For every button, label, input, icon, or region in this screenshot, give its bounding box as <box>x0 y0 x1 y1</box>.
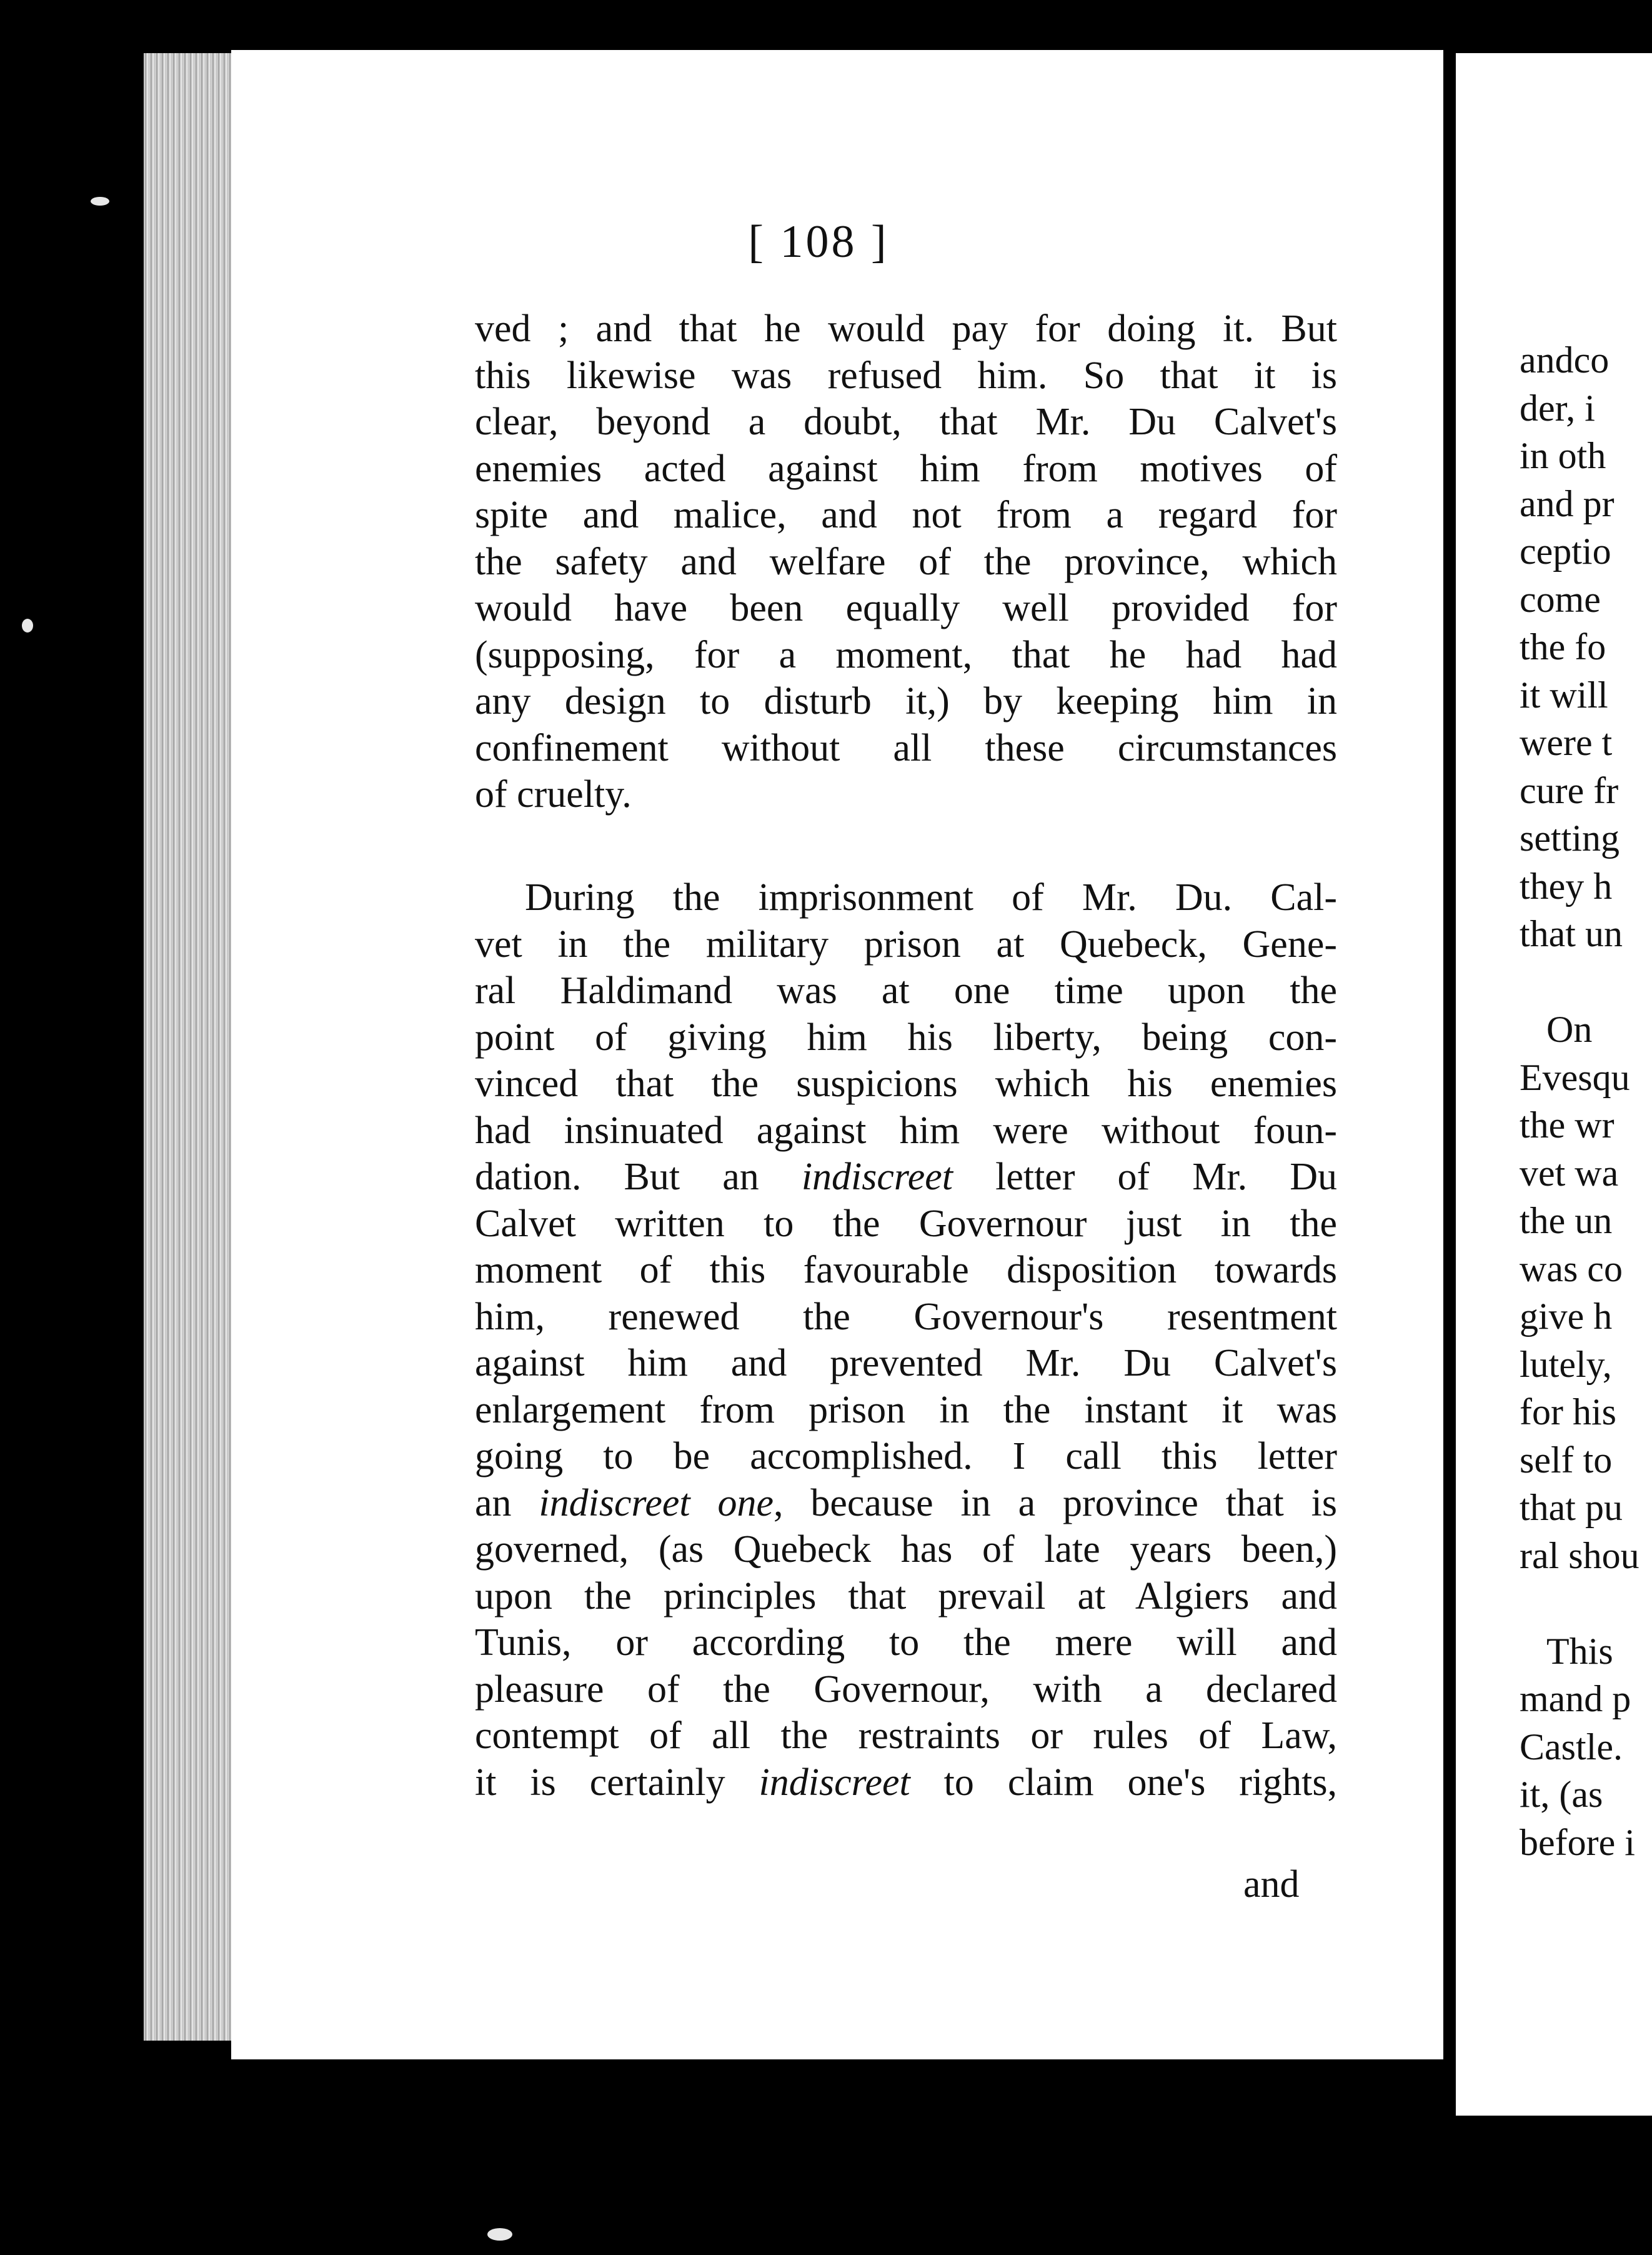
catchword: and <box>1243 1863 1300 1906</box>
dust-speck <box>22 619 33 632</box>
dust-speck <box>91 197 109 206</box>
text-line: enemies acted against him from motives of <box>475 447 1337 490</box>
text-line: upon the principles that prevail at Algiers and <box>475 1574 1337 1618</box>
right-page-line: self to <box>1520 1439 1613 1481</box>
right-page-line: andco <box>1520 339 1610 381</box>
right-page-line: This <box>1546 1630 1613 1672</box>
text-line: going to be accomplished. I call this letter <box>475 1435 1337 1478</box>
right-page-line: the fo <box>1520 626 1606 668</box>
right-page-line: the un <box>1520 1200 1613 1241</box>
book-page-edges <box>144 53 231 2041</box>
text-line: him, renewed the Governour's resentment <box>475 1295 1337 1338</box>
text-line: it is certainly indiscreet to claim one's rights, <box>475 1761 1337 1804</box>
right-page-line: setting <box>1520 818 1620 859</box>
right-page-line: Castle. <box>1520 1726 1623 1768</box>
right-page-line: that un <box>1520 913 1623 954</box>
right-page-line: it, (as <box>1520 1774 1603 1815</box>
text-line: (supposing, for a moment, that he had had <box>475 633 1337 676</box>
text-line: During the imprisonment of Mr. Du. Cal- <box>525 876 1337 919</box>
text-line: pleasure of the Governour, with a declared <box>475 1668 1337 1711</box>
text-line: vet in the military prison at Quebeck, Gene- <box>475 922 1337 966</box>
text-line: contempt of all the restraints or rules of Law, <box>475 1714 1337 1757</box>
right-page-line: give h <box>1520 1296 1613 1337</box>
right-page-line: come <box>1520 578 1601 620</box>
text-line: vinced that the suspicions which his enemies <box>475 1062 1337 1105</box>
text-line: would have been equally well provided for <box>475 587 1337 629</box>
dust-speck <box>487 2228 512 2241</box>
right-page-line: cure fr <box>1520 769 1619 811</box>
text-line: clear, beyond a doubt, that Mr. Du Calvet's <box>475 401 1337 443</box>
right-page-line: lutely, <box>1520 1343 1612 1385</box>
text-line: enlargement from prison in the instant it was <box>475 1388 1337 1431</box>
right-page-line: der, i <box>1520 387 1595 429</box>
text-line: moment of this favourable disposition towards <box>475 1249 1337 1291</box>
right-page-line: in oth <box>1520 435 1606 476</box>
text-line: Calvet written to the Governour just in the <box>475 1202 1337 1245</box>
right-page-line: ral shou <box>1520 1534 1640 1576</box>
text-line: this likewise was refused him. So that it is <box>475 354 1337 397</box>
right-page-line: for his <box>1520 1391 1616 1432</box>
right-page-line: On <box>1546 1009 1593 1050</box>
right-page-line: were t <box>1520 722 1613 763</box>
right-page-line: ceptio <box>1520 531 1611 572</box>
text-line: had insinuated against him were without foun- <box>475 1109 1337 1152</box>
text-line: an indiscreet one, because in a province that is <box>475 1481 1337 1524</box>
right-page-line: before i <box>1520 1821 1635 1863</box>
page-number: [ 108 ] <box>748 216 889 268</box>
text-line: of cruelty. <box>475 773 632 816</box>
text-line: ral Haldimand was at one time upon the <box>475 969 1337 1012</box>
right-page-line: mand p <box>1520 1678 1631 1719</box>
text-line: confinement without all these circumstances <box>475 726 1337 769</box>
text-line: dation. But an indiscreet letter of Mr. Du <box>475 1156 1337 1198</box>
right-page-line: Evesqu <box>1520 1056 1630 1098</box>
text-line: Tunis, or according to the mere will and <box>475 1621 1337 1664</box>
right-page-line: that pu <box>1520 1487 1623 1528</box>
text-line: governed, (as Quebeck has of late years been,) <box>475 1528 1337 1571</box>
text-line: the safety and welfare of the province, which <box>475 540 1337 583</box>
right-page-line: the wr <box>1520 1104 1615 1146</box>
text-line: point of giving him his liberty, being con- <box>475 1016 1337 1059</box>
text-line: any design to disturb it,) by keeping him in <box>475 680 1337 722</box>
text-line: against him and prevented Mr. Du Calvet's <box>475 1342 1337 1384</box>
right-page-line: and pr <box>1520 482 1615 524</box>
text-line: spite and malice, and not from a regard for <box>475 494 1337 536</box>
right-page-line: it will <box>1520 674 1608 716</box>
text-line: ved ; and that he would pay for doing it. But <box>475 308 1337 350</box>
right-page-line: was co <box>1520 1248 1623 1289</box>
right-page-line: vet wa <box>1520 1152 1619 1194</box>
right-page-line: they h <box>1520 865 1613 907</box>
